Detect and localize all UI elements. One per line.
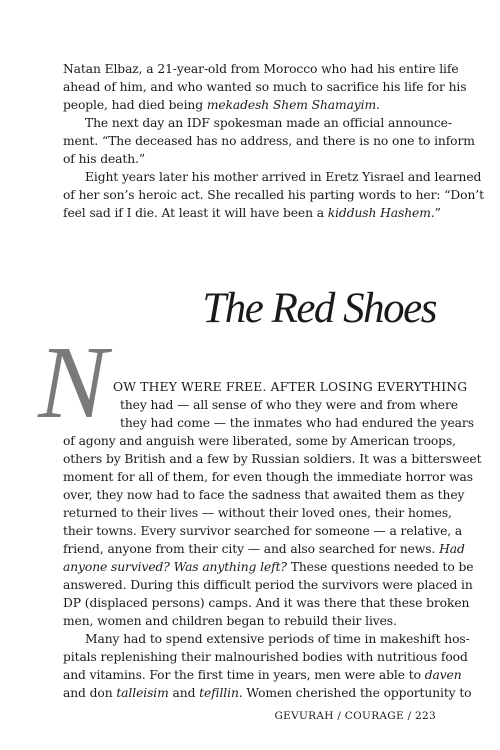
text-run: they had — all sense of who they were and from where [120, 398, 458, 412]
intro-line [63, 204, 441, 222]
body-line [63, 576, 473, 594]
italic-text: anyone survived? Was anything left? [63, 560, 287, 574]
body-line [63, 468, 473, 486]
text-run: of agony and anguish were liberated, some by American troops, [63, 434, 456, 448]
text-run: friend, anyone from their city — and also searched for news. [63, 542, 440, 556]
body-line [85, 630, 470, 648]
italic-text: daven [424, 668, 462, 682]
text-run: over, they now had to face the sadness that awaited them as they [63, 488, 465, 502]
text-run: and vitamins. For the first time in years, men were able to [63, 668, 425, 682]
text-run: ment. “The deceased has no address, and there is no one to inform [63, 134, 475, 148]
text-run: Many had to spend extensive periods of time in makeshift hos- [85, 632, 470, 646]
body-line [63, 648, 468, 666]
text-run: of her son’s heroic act. She recalled his parting words to her: “Don’t [63, 188, 484, 202]
text-run: moment for all of them, for even though the immediate horror was [63, 470, 473, 484]
text-run: others by British and a few by Russian soldiers. It was a bittersweet [63, 452, 482, 466]
text-run: OW THEY WERE FREE. AFTER LOSING EVERYTHING [113, 380, 468, 394]
italic-text: mekadesh Shem Shamayim [206, 98, 377, 112]
text-run: .” [430, 206, 441, 220]
text-run: and don [63, 686, 117, 700]
body-line [63, 594, 470, 612]
intro-line [85, 168, 482, 186]
intro-line [63, 78, 467, 96]
text-run: Natan Elbaz, a 21-year-old from Morocco who had his entire life [63, 62, 459, 76]
body-line [63, 558, 474, 576]
body-line [63, 504, 452, 522]
text-run: their towns. Every survivor searched for someone — a relative, a [63, 524, 463, 538]
text-run: DP (displaced persons) camps. And it was there that these broken [63, 596, 470, 610]
italic-text: Had [439, 542, 465, 556]
chapter-title: The Red Shoes [202, 285, 436, 332]
text-run: These questions needed to be [286, 560, 474, 574]
text-run: . [376, 98, 380, 112]
body-line [120, 396, 458, 414]
intro-line [63, 96, 436, 114]
body-line [63, 432, 456, 450]
intro-line [63, 132, 475, 150]
body-line [63, 666, 462, 684]
body-line [63, 486, 465, 504]
body-line [63, 450, 482, 468]
text-run: and [168, 686, 200, 700]
body-line [120, 414, 474, 432]
text-run: feel sad if I die. At least it will have been a [63, 206, 328, 220]
text-run: returned to their lives — without their loved ones, their homes, [63, 506, 452, 520]
italic-text: kiddush Hashem [327, 206, 431, 220]
text-run: of his death.” [63, 152, 146, 166]
intro-line [63, 60, 459, 78]
intro-line [63, 186, 484, 204]
text-run: men, women and children began to rebuild their lives. [63, 614, 397, 628]
intro-line [63, 150, 436, 168]
text-run: ahead of him, and who wanted so much to sacrifice his life for his [63, 80, 467, 94]
body-line [63, 684, 472, 702]
body-line [63, 612, 436, 630]
intro-line [85, 114, 452, 132]
text-run: answered. During this difficult period the survivors were placed in [63, 578, 473, 592]
body-line [63, 540, 465, 558]
italic-text: talleisim [116, 686, 169, 700]
running-head-page-number: GEVURAH / COURAGE / 223 [274, 710, 436, 722]
text-run: people, had died being [63, 98, 207, 112]
text-run: The next day an IDF spokesman made an official announce- [85, 116, 452, 130]
drop-cap: N [38, 325, 108, 440]
italic-text: tefillin [199, 686, 239, 700]
body-line [63, 522, 463, 540]
text-run: pitals replenishing their malnourished bodies with nutritious food [63, 650, 468, 664]
body-line [113, 378, 468, 396]
text-run: . Women cherished the opportunity to [238, 686, 472, 700]
text-run: Eight years later his mother arrived in Eretz Yisrael and learned [85, 170, 482, 184]
text-run: they had come — the inmates who had endured the years [120, 416, 474, 430]
